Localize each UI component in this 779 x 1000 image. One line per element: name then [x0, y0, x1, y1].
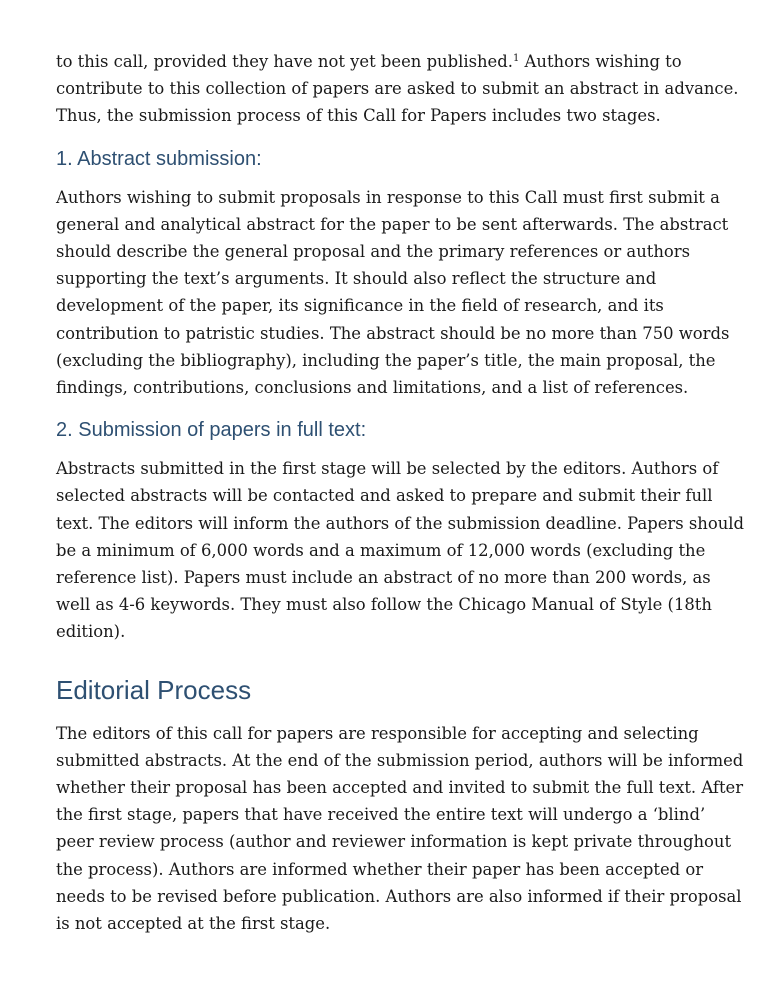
fulltext-submission-paragraph: Abstracts submitted in the first stage will be selected by the editors. Authors of selected abstracts will be contacted and asked to prepare and submit their full text. The editors will inform the authors of the submission deadline. Papers should be a minimum of 6,000 words and a maximum of 12,000 words (excluding the reference list). Papers must include an abstract of no more than 200 words, as well as 4-6 keywords. They must also follow the Chicago Manual of Style (18th edition).: [56, 459, 745, 642]
footnote-marker[interactable]: 1: [512, 53, 520, 64]
editorial-process-paragraph: The editors of this call for papers are responsible for accepting and selecting submitted abstracts. At the end of the submission period, authors will be informed whether their proposal has been accepted and invited to submit the full text. After the first stage, papers that have received the entire text will undergo a ‘blind’ peer review process (author and reviewer information is kept private throughout the process). Authors are informed whether their paper has been accepted or needs to be revised before publication. Authors are also informed if their proposal is not accepted at the first stage.: [56, 723, 744, 934]
abstract-submission-heading: 1. Abstract submission:: [56, 147, 262, 170]
abstract-submission-paragraph: Authors wishing to submit proposals in response to this Call must first submit a general and analytical abstract for the paper to be sent afterwards. The abstract should describe the general proposal and the primary references or authors supporting the text’s arguments. It should also reflect the structure and development of the paper, its significance in the field of research, and its contribution to patristic studies. The abstract should be no more than 750 words (excluding the bibliography), including the paper’s title, the main proposal, the findings, contributions, conclusions and limitations, and a list of references.: [56, 187, 730, 398]
editorial-process-heading: Editorial Process: [56, 674, 252, 705]
intro-paragraph: [56, 48, 746, 130]
intro-text-after: Authors wishing to contribute to this collection of papers are asked to submit an abstract in advance. Thus, the submission process of this Call for Papers includes two stages.: [56, 52, 739, 126]
document-page: [56, 48, 746, 937]
intro-text-before: to this call, provided they have not yet been published.: [56, 52, 513, 71]
fulltext-submission-heading: 2. Submission of papers in full text:: [56, 419, 367, 442]
